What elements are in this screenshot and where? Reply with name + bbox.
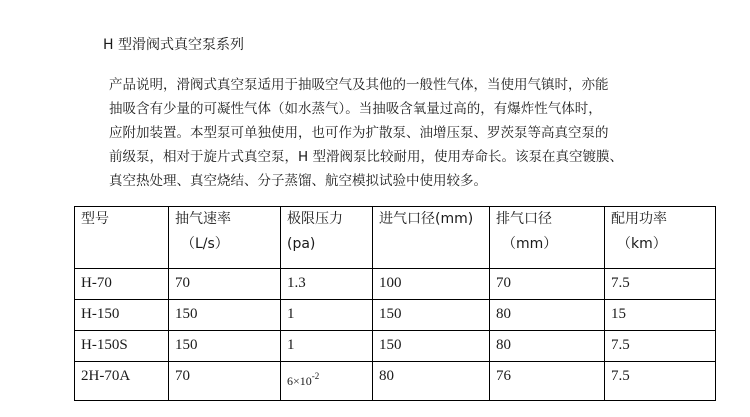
- cell-model: H-70: [75, 269, 169, 300]
- table-row: [75, 362, 716, 401]
- pressure-base: 6×10: [287, 374, 312, 388]
- cell-outlet: 76: [490, 362, 605, 401]
- cell-power: 7.5: [605, 362, 716, 401]
- cell-speed: 70: [169, 269, 281, 300]
- cell-inlet: 150: [373, 331, 490, 362]
- header-label: 排气口径: [496, 211, 552, 227]
- cell-pressure: [281, 362, 373, 401]
- header-unit: (pa): [287, 236, 316, 252]
- header-label: 抽气速率: [175, 211, 231, 227]
- header-motor-power: [605, 207, 716, 269]
- cell-pressure: 1.3: [281, 269, 373, 300]
- cell-inlet: 80: [373, 362, 490, 401]
- header-unit: （km）: [617, 236, 667, 252]
- cell-speed: 150: [169, 331, 281, 362]
- cell-power: 7.5: [605, 269, 716, 300]
- cell-power: 7.5: [605, 331, 716, 362]
- header-ultimate-pressure: [281, 207, 373, 269]
- header-unit: （mm）: [502, 236, 558, 252]
- table-row: [75, 300, 716, 331]
- cell-power: 15: [605, 300, 716, 331]
- table-header-row: [75, 207, 716, 269]
- header-label: 进气口径(mm): [379, 211, 474, 227]
- table-row: [75, 331, 716, 362]
- description-line: 抽吸含有少量的可凝性气体（如水蒸气）。当抽吸含氧量过高的，有爆炸性气体时，: [109, 101, 602, 117]
- cell-model: H-150S: [75, 331, 169, 362]
- cell-speed: 150: [169, 300, 281, 331]
- cell-outlet: 80: [490, 300, 605, 331]
- cell-inlet: 100: [373, 269, 490, 300]
- header-inlet-diameter: [373, 207, 490, 269]
- cell-model: H-150: [75, 300, 169, 331]
- description-line: 前级泵，相对于旋片式真空泵，H 型滑阀泵比较耐用，使用寿命长。该泵在真空镀膜、: [109, 149, 623, 165]
- product-description: [109, 73, 669, 193]
- header-label: 配用功率: [611, 211, 667, 227]
- pressure-exponent: -2: [311, 371, 320, 381]
- cell-pressure: 1: [281, 300, 373, 331]
- header-pumping-speed: [169, 207, 281, 269]
- cell-inlet: 150: [373, 300, 490, 331]
- header-outlet-diameter: [490, 207, 605, 269]
- header-label: 型号: [81, 211, 109, 227]
- cell-model: 2H-70A: [75, 362, 169, 401]
- header-label: 极限压力: [287, 211, 343, 227]
- description-line: 应附加装置。本型泵可单独使用，也可作为扩散泵、油增压泵、罗茨泵等高真空泵的: [109, 125, 609, 141]
- cell-speed: 70: [169, 362, 281, 401]
- header-unit: （L/s）: [181, 236, 229, 252]
- spec-table: [74, 206, 716, 401]
- page-title: H 型滑阀式真空泵系列: [103, 37, 244, 53]
- header-model: [75, 207, 169, 269]
- cell-outlet: 80: [490, 331, 605, 362]
- cell-outlet: 70: [490, 269, 605, 300]
- table-row: [75, 269, 716, 300]
- cell-pressure: 1: [281, 331, 373, 362]
- description-line: 产品说明，滑阀式真空泵适用于抽吸空气及其他的一般性气体，当使用气镇时，亦能: [109, 77, 609, 93]
- description-line: 真空热处理、真空烧结、分子蒸馏、航空模拟试验中使用较多。: [109, 173, 487, 189]
